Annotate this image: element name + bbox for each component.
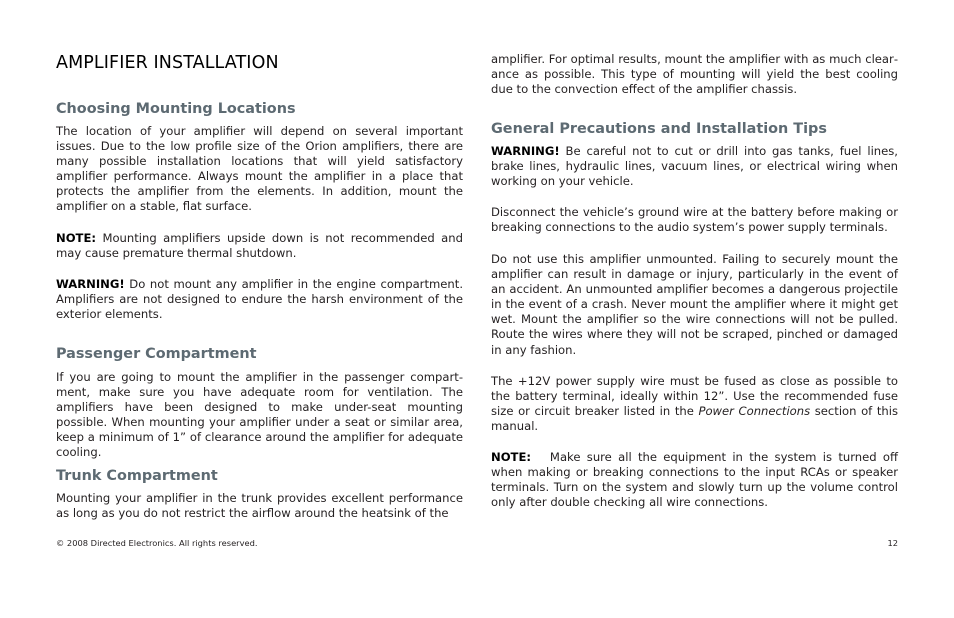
warning-engine-compartment [56, 277, 463, 322]
paragraph-passenger-compartment: If you are going to mount the amplifier in the passenger compartment, make sure you have adequate room for ventilation. The amplifiers have been designed to make under-seat mounting possible. When mounting your amplifier under a seat or similar area, keep a minimum of 1” of clearance around the amplifier for adequate cooling. [56, 370, 463, 460]
power-connections-reference: Power Connections [698, 404, 811, 419]
footer-copyright: © 2008 Directed Electronics. All rights reserved. [56, 538, 258, 548]
warning-label: WARNING! [56, 277, 125, 291]
fuse-text-end: section of this manual. [491, 404, 898, 434]
warning-text: Do not mount any amplifier in the engine compartment. Amplifiers are not designed to endure the harsh environment of the exterior elements. [56, 277, 463, 322]
heading-general-precautions: General Precautions and Installation Tips [491, 121, 827, 137]
page-number: 12 [887, 538, 898, 548]
paragraph-trunk-continued: amplifier. For optimal results, mount the amplifier with as much clearance as possible. This type of mounting will yield the best cooling due to the convection effect of the amplifier chassis. [491, 52, 898, 97]
warning-label: WARNING! [491, 144, 560, 158]
paragraph-ground-wire: Disconnect the vehicle’s ground wire at the battery before making or breaking connections to the audio system’s power supply terminals. [491, 205, 898, 235]
paragraph-mounting-locations: The location of your amplifier will depend on several important issues. Due to the low profile size of the Orion amplifiers, there are many possible installation locations that will yield satisfactory amplifier performance. Always mount the amplifier in a place that protects the amplifier from the elements. In addition, mount the amplifier on a stable, flat surface. [56, 124, 463, 214]
note-label: NOTE: [491, 450, 532, 464]
note-text: Make sure all the equipment in the system is turned off when making or breaking connections to the input RCAs or speaker terminals. Turn on the system and slowly turn up the volume control only after double checking all wire connections. [491, 450, 902, 510]
warning-text: Be careful not to cut or drill into gas tanks, fuel lines, brake lines, hydraulic lines, vacuum lines, or electrical wiring when working on your vehicle. [491, 144, 898, 189]
note-equipment-off [491, 450, 902, 510]
page-title: AMPLIFIER INSTALLATION [56, 53, 279, 73]
note-text: Mounting amplifiers upside down is not recommended and may cause premature thermal shutdown. [56, 231, 463, 261]
paragraph-trunk-compartment: Mounting your amplifier in the trunk provides excellent performance as long as you do not restrict the airflow around the heatsink of the [56, 491, 463, 521]
heading-choosing-mounting-locations: Choosing Mounting Locations [56, 101, 296, 117]
paragraph-fuse [491, 374, 898, 434]
warning-cut-or-drill [491, 144, 898, 189]
note-label: NOTE: [56, 231, 97, 245]
heading-passenger-compartment: Passenger Compartment [56, 346, 257, 362]
paragraph-unmounted: Do not use this amplifier unmounted. Failing to securely mount the amplifier can result in damage or injury, particularly in the event of an accident. An unmounted amplifier becomes a dangerous projectile in the event of a crash. Never mount the amplifier where it might get wet. Mount the amplifier so the wire connections will not be pulled. Route the wires where they will not be scraped, pinched or damaged in any fashion. [491, 252, 898, 357]
fuse-text-start: The +12V power supply wire must be fused as close as possible to the battery terminal, ideally within 12”. Use the recommended fuse size or circuit breaker listed in the [491, 374, 898, 419]
heading-trunk-compartment: Trunk Compartment [56, 468, 218, 484]
note-upside-down [56, 231, 463, 261]
